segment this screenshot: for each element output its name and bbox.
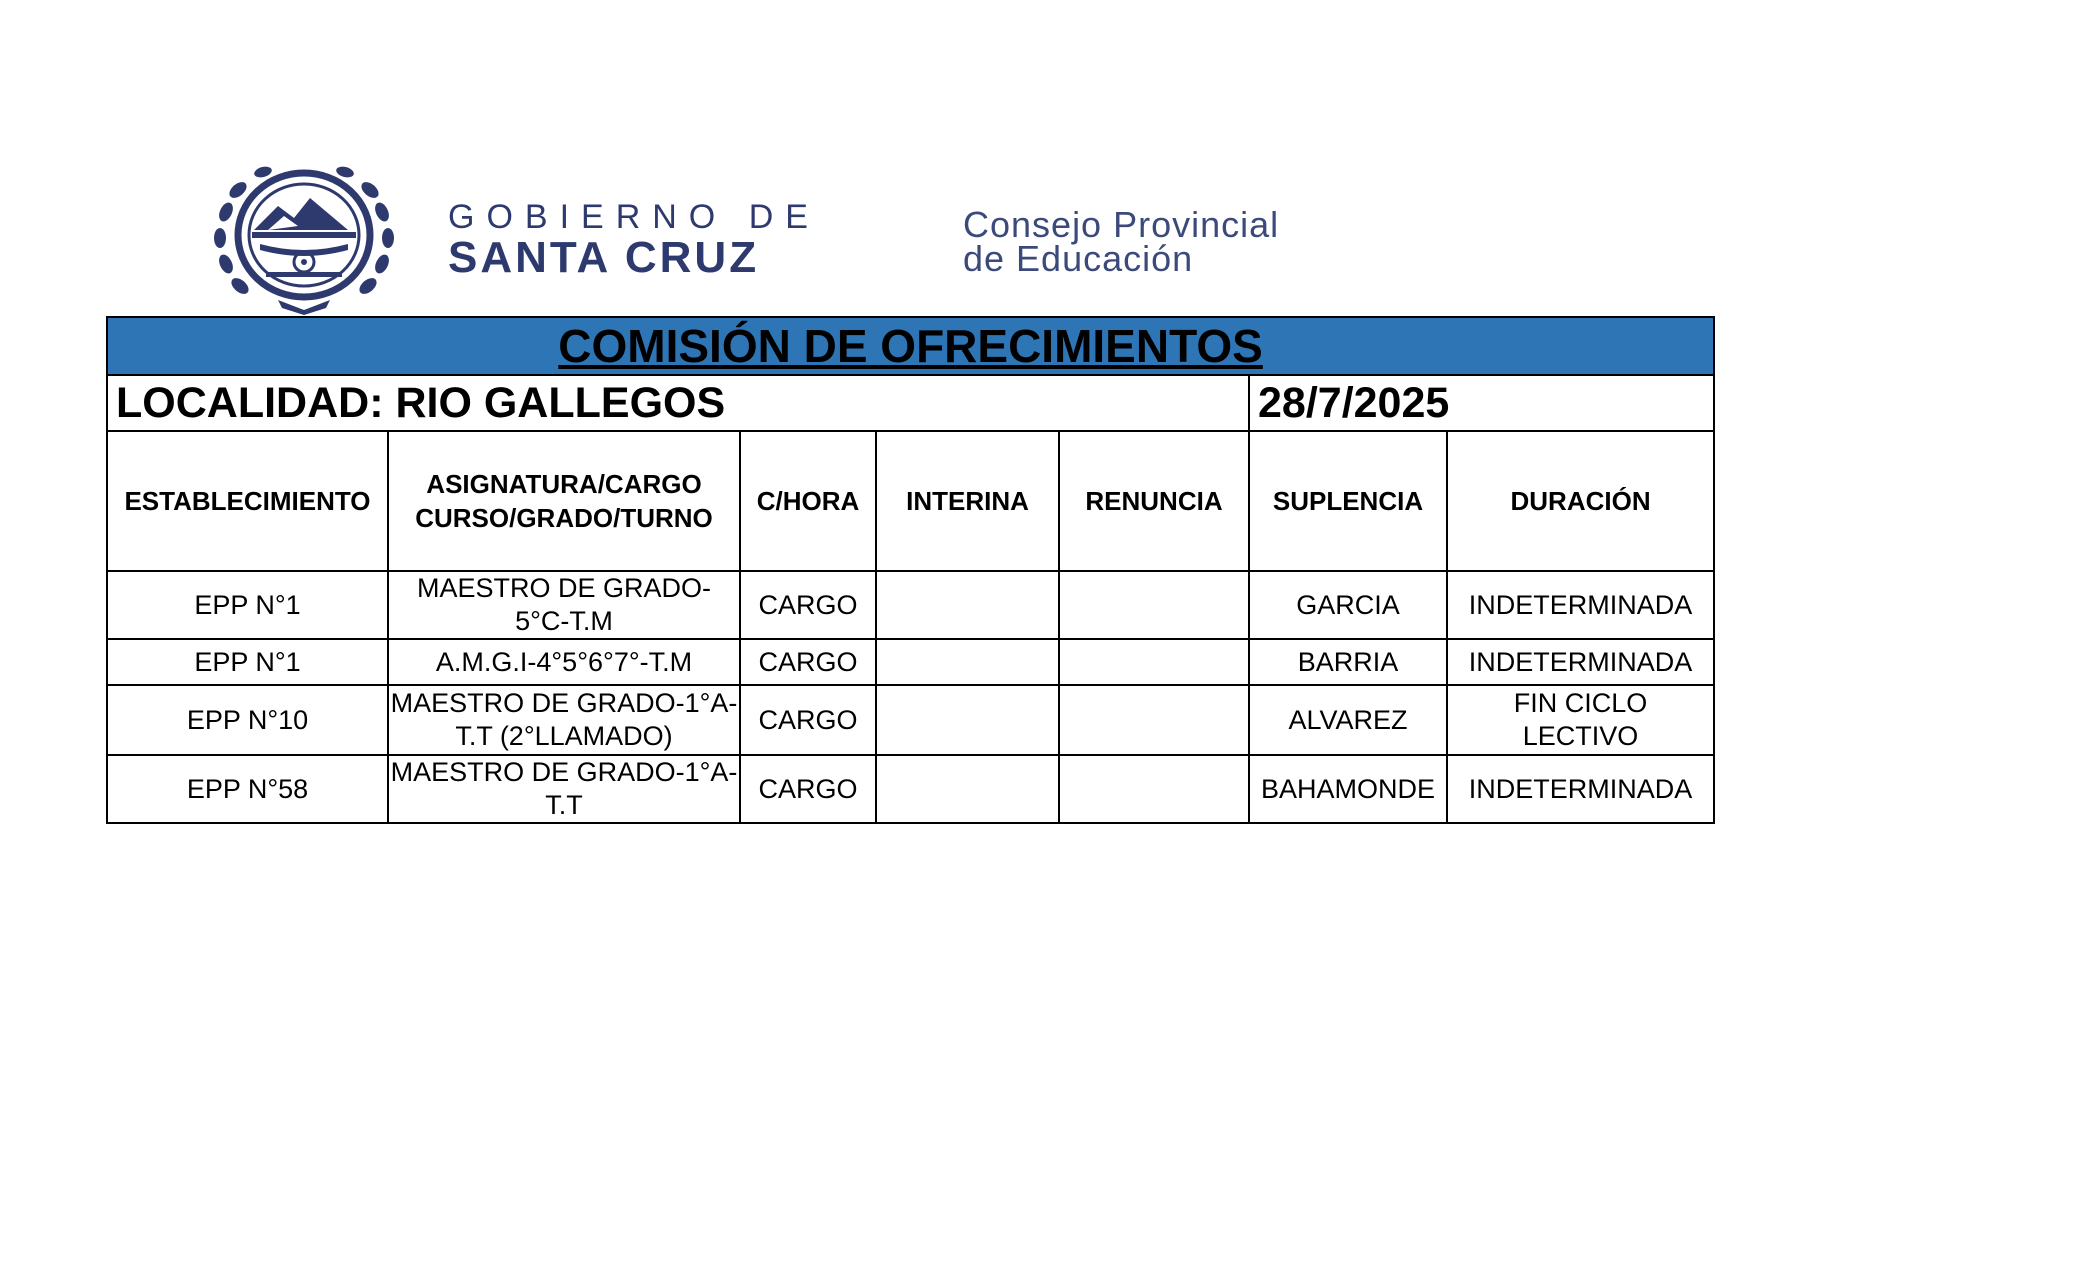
cell-asignatura-line1: MAESTRO DE GRADO- (416, 573, 712, 603)
council-logotype (963, 204, 1280, 279)
province-name: SANTA CRUZ (448, 233, 760, 282)
column-header-asignatura-line1: ASIGNATURA/CARGO (426, 469, 702, 499)
cell-chora: CARGO (740, 571, 876, 639)
santa-cruz-seal-icon (208, 160, 400, 315)
locality-label: LOCALIDAD: RIO GALLEGOS (107, 375, 1249, 431)
cell-asignatura-line2: T.T (545, 790, 583, 820)
council-name-line1: Consejo Provincial (963, 204, 1280, 245)
cell-suplencia: BARRIA (1249, 639, 1447, 685)
cell-establecimiento: EPP N°10 (107, 685, 388, 755)
cell-chora: CARGO (740, 685, 876, 755)
cell-renuncia (1059, 685, 1249, 755)
cell-chora: CARGO (740, 639, 876, 685)
government-logotype (448, 200, 820, 280)
cell-chora: CARGO (740, 755, 876, 823)
column-header-asignatura-line2: CURSO/GRADO/TURNO (415, 503, 713, 533)
cell-establecimiento: EPP N°58 (107, 755, 388, 823)
cell-duracion-line1: INDETERMINADA (1468, 773, 1693, 804)
cell-renuncia (1059, 571, 1249, 639)
table-row (107, 685, 1714, 755)
table-row (107, 755, 1714, 823)
table-title: COMISIÓN DE OFRECIMIENTOS (107, 317, 1714, 375)
cell-asignatura (388, 685, 740, 755)
column-header-duracion: DURACIÓN (1447, 431, 1714, 571)
cell-asignatura (388, 571, 740, 639)
council-name-line2: de Educación (963, 238, 1194, 279)
cell-establecimiento: EPP N°1 (107, 571, 388, 639)
cell-establecimiento: EPP N°1 (107, 639, 388, 685)
date-label: 28/7/2025 (1249, 375, 1714, 431)
cell-duracion-line1: INDETERMINADA (1468, 589, 1693, 620)
cell-asignatura (388, 639, 740, 685)
cell-duracion-line1: FIN CICLO (1513, 688, 1648, 718)
cell-asignatura-line2: T.T (2°LLAMADO) (455, 721, 673, 751)
cell-asignatura (388, 755, 740, 823)
table-row (107, 639, 1714, 685)
column-header-asignatura (388, 431, 740, 571)
cell-interina (876, 685, 1059, 755)
cell-suplencia: BAHAMONDE (1249, 755, 1447, 823)
cell-duracion (1447, 639, 1714, 685)
cell-asignatura-line1: A.M.G.I-4°5°6°7°-T.M (435, 646, 693, 677)
offers-table (106, 316, 1715, 824)
table-header-row (107, 431, 1714, 571)
cell-interina (876, 755, 1059, 823)
cell-interina (876, 639, 1059, 685)
cell-renuncia (1059, 639, 1249, 685)
cell-asignatura-line1: MAESTRO DE GRADO-1°A- (390, 757, 738, 787)
cell-asignatura-line1: MAESTRO DE GRADO-1°A- (390, 688, 738, 718)
cell-interina (876, 571, 1059, 639)
cell-duracion (1447, 685, 1714, 755)
cell-suplencia: ALVAREZ (1249, 685, 1447, 755)
column-header-renuncia: RENUNCIA (1059, 431, 1249, 571)
government-label: GOBIERNO DE (448, 198, 820, 236)
column-header-establecimiento: ESTABLECIMIENTO (107, 431, 388, 571)
column-header-chora: C/HORA (740, 431, 876, 571)
cell-duracion-line2: LECTIVO (1522, 721, 1639, 751)
cell-duracion (1447, 755, 1714, 823)
cell-asignatura-line2: 5°C-T.M (515, 606, 613, 636)
document-header (208, 160, 1408, 315)
column-header-suplencia: SUPLENCIA (1249, 431, 1447, 571)
cell-duracion-line1: INDETERMINADA (1468, 646, 1693, 677)
column-header-interina: INTERINA (876, 431, 1059, 571)
table-row (107, 571, 1714, 639)
cell-duracion (1447, 571, 1714, 639)
cell-renuncia (1059, 755, 1249, 823)
cell-suplencia: GARCIA (1249, 571, 1447, 639)
